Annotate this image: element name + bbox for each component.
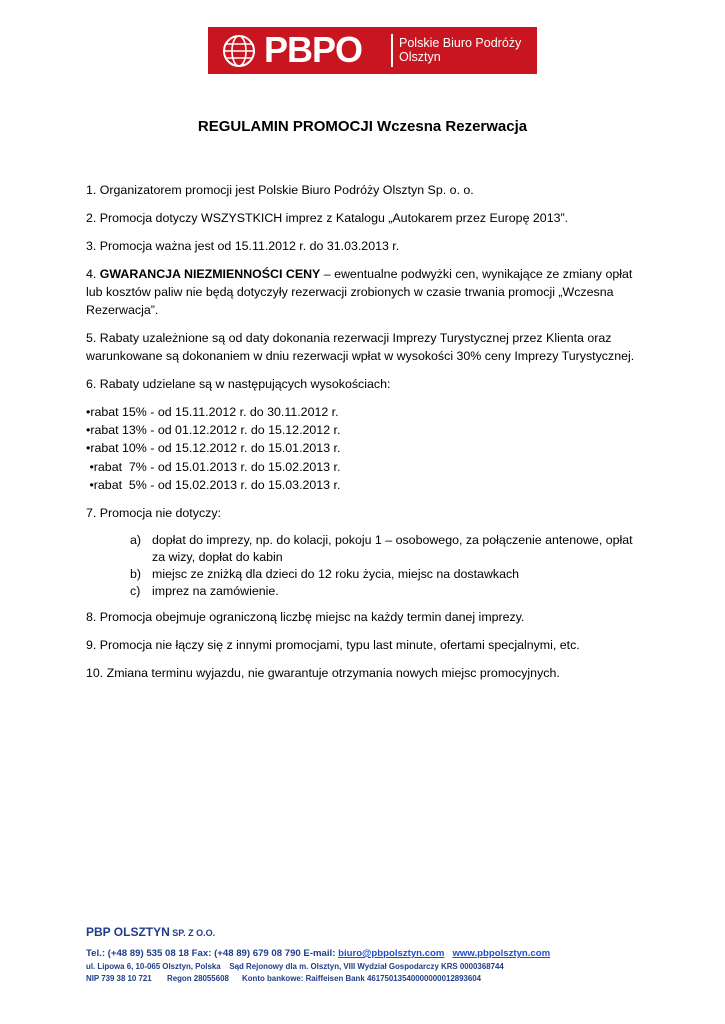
footer — [86, 925, 646, 985]
exclusion-marker: a) — [130, 533, 142, 548]
logo-line-2: Olsztyn — [399, 50, 441, 64]
rule-4-bold: GWARANCJA NIEZMIENNOŚCI CENY — [99, 267, 321, 281]
exclusion-list — [86, 532, 646, 600]
rule-7: 7. Promocja nie dotyczy: — [86, 506, 221, 521]
exclusion-item — [86, 532, 646, 566]
document-body — [86, 181, 646, 692]
exclusion-marker: c) — [130, 584, 141, 599]
discount-item: •rabat 13% - od 01.12.2012 r. do 15.12.2012 r. — [86, 423, 341, 438]
rule-9: 9. Promocja nie łączy się z innymi promocjami, typu last minute, ofertami specjalnymi, etc. — [86, 638, 580, 653]
website-link[interactable]: www.pbpolsztyn.com — [452, 948, 551, 959]
logo-line-1: Polskie Biuro Podróży — [399, 36, 522, 50]
exclusion-text: dopłat do imprezy, np. do kolacji, pokoju 1 – osobowego, za połączenie antenowe, opłat za wizy, dopłat do kabin — [152, 533, 633, 565]
document-title: REGULAMIN PROMOCJI Wczesna Rezerwacja — [197, 118, 528, 135]
contact-text: Tel.: (+48 89) 535 08 18 Fax: (+48 89) 679 08 790 E-mail: — [86, 948, 339, 959]
email-link[interactable]: biuro@pbpolsztyn.com — [338, 948, 445, 959]
rule-1: 1. Organizatorem promocji jest Polskie Biuro Podróży Olsztyn Sp. o. o. — [86, 183, 474, 197]
pbp-logo — [208, 27, 537, 74]
footer-registry: NIP 739 38 10 721 Regon 28055608 Konto bankowe: Raiffeisen Bank 46175013540000000012893604 — [86, 974, 482, 983]
discount-list — [86, 403, 646, 494]
discount-item: •rabat 7% - od 15.01.2013 r. do 15.02.2013 r. — [86, 459, 341, 474]
rule-6: 6. Rabaty udzielane są w następujących wysokościach: — [86, 377, 391, 391]
rule-10: 10. Zmiana terminu wyjazdu, nie gwarantuje otrzymania nowych miejsc promocyjnych. — [86, 666, 560, 681]
exclusion-text: miejsc ze zniżką dla dzieci do 12 roku życia, miejsc na dostawkach — [152, 567, 520, 582]
company-name: PBP OLSZTYN — [86, 925, 170, 939]
rule-8: 8. Promocja obejmuje ograniczoną liczbę miejsc na każdy termin danej imprezy. — [86, 610, 525, 625]
footer-contact — [86, 947, 646, 961]
discount-item: •rabat 5% - od 15.02.2013 r. do 15.03.2013 r. — [86, 477, 341, 492]
exclusion-item — [86, 566, 646, 583]
exclusion-marker: b) — [130, 567, 142, 582]
rule-4-number: 4. — [86, 267, 100, 281]
rule-4-text: – ewentualne podwyżki cen, wynikające ze zmiany opłat lub kosztów paliw nie będą dotyczyły rezerwacji zrobionych w czasie trwania promocji „Wczesna Rezerwacja”. — [86, 267, 633, 317]
rule-5: 5. Rabaty uzależnione są od daty dokonania rezerwacji Imprezy Turystycznej przez Klienta oraz warunkowane są dokonaniem w dniu rezerwacji wpłat w wysokości 30% ceny Imprezy Turystycznej. — [86, 331, 635, 363]
rule-3: 3. Promocja ważna jest od 15.11.2012 r. do 31.03.2013 r. — [86, 239, 400, 253]
logo-text — [399, 36, 521, 64]
footer-company — [86, 925, 646, 939]
discount-item: •rabat 10% - od 15.12.2012 r. do 15.01.2013 r. — [86, 441, 341, 456]
footer-address: ul. Lipowa 6, 10-065 Olsztyn, Polska Sąd Rejonowy dla m. Olsztyn, VIII Wydział Gospodarczy KRS 0000368744 — [86, 962, 504, 971]
exclusion-item — [86, 583, 646, 600]
logo-divider — [391, 34, 393, 67]
logo-letters: PBPO — [264, 29, 363, 70]
globe-icon — [222, 34, 256, 68]
discount-item: •rabat 15% - od 15.11.2012 r. do 30.11.2012 r. — [86, 405, 339, 419]
exclusion-text: imprez na zamówienie. — [152, 584, 279, 599]
rule-2: 2. Promocja dotyczy WSZYSTKICH imprez z Katalogu „Autokarem przez Europę 2013”. — [86, 211, 569, 225]
company-suffix: SP. Z O.O. — [169, 928, 216, 938]
rule-4 — [86, 265, 646, 319]
